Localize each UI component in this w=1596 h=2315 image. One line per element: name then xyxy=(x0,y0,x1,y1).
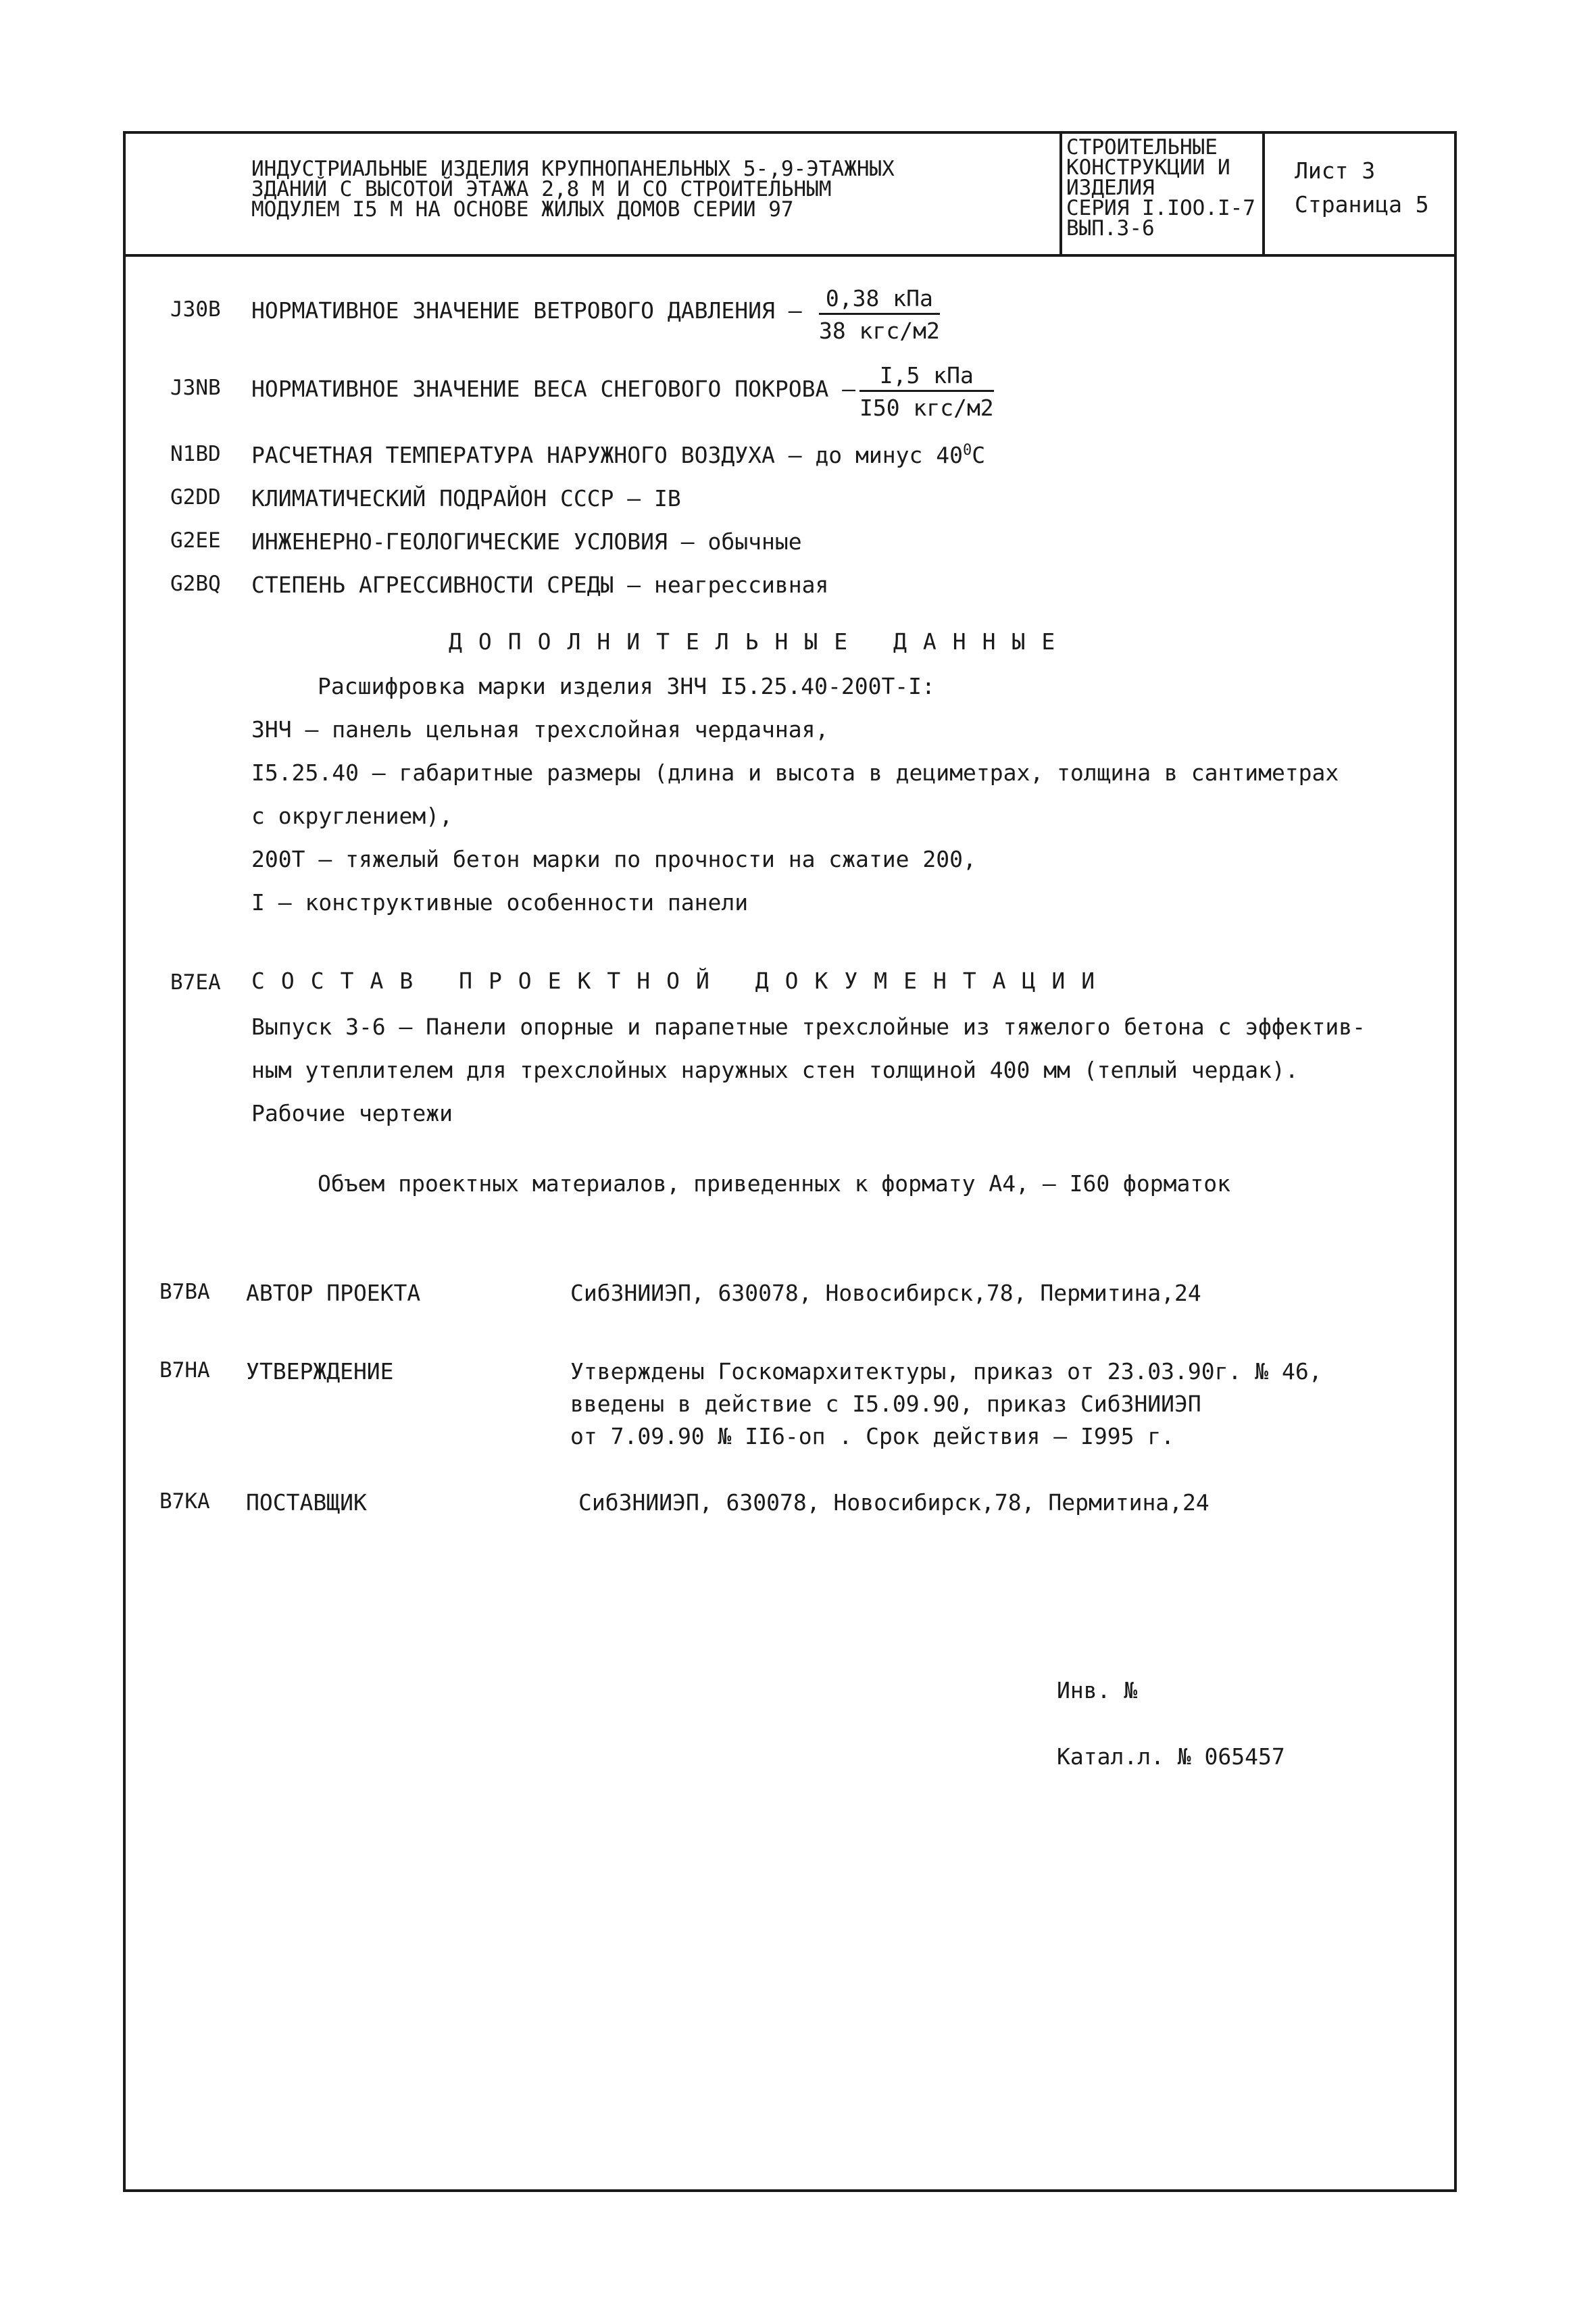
param-label: РАСЧЕТНАЯ ТЕМПЕРАТУРА НАРУЖНОГО ВОЗДУХА – до минус 40 xyxy=(251,442,963,468)
series-line: КОНСТРУКЦИИ И xyxy=(1066,155,1230,180)
composition-volume: Объем проектных материалов, приведенных к формату А4, – I60 форматок xyxy=(318,1170,1231,1197)
param-value-fraction xyxy=(819,285,940,344)
composition-line: ным утеплителем для трехслойных наружных стен толщиной 400 мм (теплый чердак). xyxy=(251,1057,1299,1083)
param-value-kpa: 0,38 кПа xyxy=(819,285,940,315)
series-line: ИЗДЕЛИЯ xyxy=(1066,176,1155,200)
header-divider-series xyxy=(1059,131,1062,255)
header-title-line: МОДУЛЕМ I5 М НА ОСНОВЕ ЖИЛЫХ ДОМОВ СЕРИИ 97 xyxy=(251,197,794,222)
additional-line: I5.25.40 – габаритные размеры (длина и высота в дециметрах, толщина в сантиметрах xyxy=(251,760,1339,786)
param-code: G2DD xyxy=(170,485,221,509)
param-label: НОРМАТИВНОЕ ЗНАЧЕНИЕ ВЕТРОВОГО ДАВЛЕНИЯ – xyxy=(251,297,802,324)
additional-line: Расшифровка марки изделия ЗНЧ I5.25.40-200Т-I: xyxy=(318,673,935,699)
param-label: НОРМАТИВНОЕ ЗНАЧЕНИЕ ВЕСА СНЕГОВОГО ПОКРОВА – xyxy=(251,376,856,402)
header-divider-sheet xyxy=(1262,131,1265,255)
catalog-number: Катал.л. № 065457 xyxy=(1057,1743,1285,1770)
document-frame xyxy=(123,131,1457,2192)
param-value-fraction xyxy=(859,362,994,421)
additional-line: ЗНЧ – панель цельная трехслойная чердачная, xyxy=(251,716,829,743)
param-value-kgs: I50 кгс/м2 xyxy=(859,395,994,421)
info-code: B7BA xyxy=(159,1280,210,1304)
composition-code: B7EA xyxy=(170,970,221,995)
additional-line: 200Т – тяжелый бетон марки по прочности на сжатие 200, xyxy=(251,846,976,872)
inventory-number: Инв. № xyxy=(1057,1677,1138,1703)
param-label: СТЕПЕНЬ АГРЕССИВНОСТИ СРЕДЫ – неагрессивная xyxy=(251,572,829,598)
param-unit: С xyxy=(972,442,986,468)
info-code: B7KA xyxy=(159,1489,210,1514)
info-label: ПОСТАВЩИК xyxy=(246,1489,367,1516)
param-code: J30B xyxy=(170,297,221,322)
page-number: Страница 5 xyxy=(1295,191,1429,218)
info-value: введены в действие с I5.09.90, приказ СибЗНИИЭП xyxy=(570,1391,1201,1417)
header-title-line: ЗДАНИЙ С ВЫСОТОЙ ЭТАЖА 2,8 М И СО СТРОИТЕЛЬНЫМ xyxy=(251,177,832,201)
additional-line: с округлением), xyxy=(251,803,453,829)
info-value: СибЗНИИЭП, 630078, Новосибирск,78, Пермитина,24 xyxy=(570,1280,1201,1306)
info-label: УТВЕРЖДЕНИЕ xyxy=(246,1358,394,1385)
sheet-number: Лист 3 xyxy=(1295,157,1376,184)
param-value-kgs: 38 кгс/м2 xyxy=(819,318,940,344)
additional-heading: ДОПОЛНИТЕЛЬНЫЕ ДАННЫЕ xyxy=(449,628,1072,655)
param-code: J3NB xyxy=(170,376,221,400)
param-code: N1BD xyxy=(170,442,221,466)
info-code: B7HA xyxy=(159,1358,210,1383)
degree-sign: 0 xyxy=(963,442,972,459)
param-code: G2BQ xyxy=(170,572,221,596)
param-label-row xyxy=(251,442,985,468)
series-line: СТРОИТЕЛЬНЫЕ xyxy=(1066,135,1218,159)
additional-line: I – конструктивные особенности панели xyxy=(251,889,749,916)
info-value: Утверждены Госкомархитектуры, приказ от 23.03.90г. № 46, xyxy=(570,1358,1322,1385)
info-value: от 7.09.90 № II6-оп . Срок действия – I995 г. xyxy=(570,1423,1175,1449)
header-divider xyxy=(123,254,1457,257)
info-label: АВТОР ПРОЕКТА xyxy=(246,1280,421,1306)
composition-line: Выпуск 3-6 – Панели опорные и парапетные трехслойные из тяжелого бетона с эффектив- xyxy=(251,1014,1366,1040)
header-title-line: ИНДУСТРИАЛЬНЫЕ ИЗДЕЛИЯ КРУПНОПАНЕЛЬНЫХ 5-,9-ЭТАЖНЫХ xyxy=(251,157,895,181)
param-value-kpa: I,5 кПа xyxy=(859,362,994,392)
param-label: ИНЖЕНЕРНО-ГЕОЛОГИЧЕСКИЕ УСЛОВИЯ – обычные xyxy=(251,528,802,555)
series-line: СЕРИЯ I.IOO.I-7 xyxy=(1066,196,1255,220)
param-label: КЛИМАТИЧЕСКИЙ ПОДРАЙОН СССР – IВ xyxy=(251,485,681,512)
param-code: G2EE xyxy=(170,528,221,553)
composition-line: Рабочие чертежи xyxy=(251,1100,453,1126)
composition-heading: СОСТАВ ПРОЕКТНОЙ ДОКУМЕНТАЦИИ xyxy=(251,968,1112,994)
info-value: СибЗНИИЭП, 630078, Новосибирск,78, Пермитина,24 xyxy=(578,1489,1210,1516)
series-line: ВЫП.3-6 xyxy=(1066,216,1155,241)
